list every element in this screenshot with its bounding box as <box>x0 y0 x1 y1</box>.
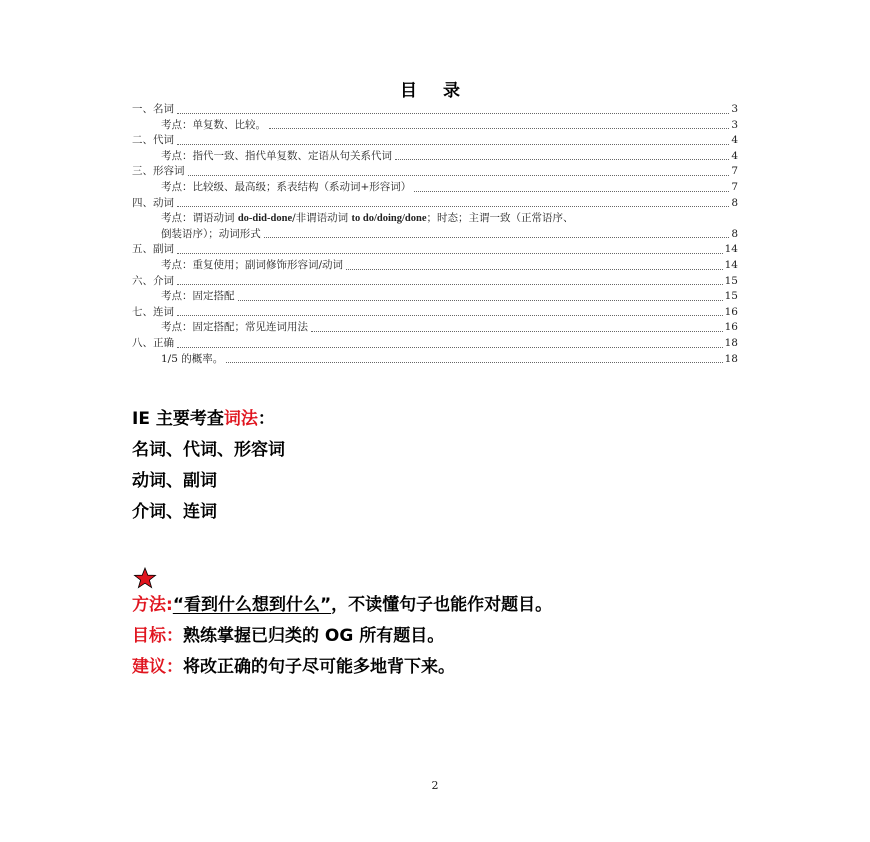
toc-text: /非谓语动词 <box>292 212 352 225</box>
toc-entry[interactable] <box>132 242 738 258</box>
toc-entry-page: 4 <box>731 149 738 162</box>
toc-entry-page: 18 <box>724 352 738 365</box>
toc-entry-page: 7 <box>731 180 738 193</box>
toc-entry-label: 考点：重复使用；副词修饰形容词/动词 <box>161 258 344 271</box>
toc-leader <box>177 347 723 348</box>
toc-entry-label: 考点：比较级、最高级；系表结构（系动词+形容词） <box>161 180 412 193</box>
toc-entry[interactable] <box>132 149 738 165</box>
toc-entry-page: 16 <box>724 305 738 318</box>
toc-entry-label: 四、动词 <box>132 196 174 209</box>
intro-prefix: IE 主要考查 <box>132 409 224 429</box>
toc-text: 考点：谓语动词 <box>161 212 238 225</box>
advice-label: 建议： <box>132 657 183 677</box>
toc-entry-page: 15 <box>724 274 738 287</box>
intro-line: 名词、代词、形容词 <box>132 440 285 460</box>
toc-entry-label-line2 <box>161 227 738 243</box>
toc-title: 目 录 <box>400 81 470 101</box>
toc-entry-page: 14 <box>724 258 738 271</box>
toc-entry[interactable] <box>132 180 738 196</box>
page-number: 2 <box>431 779 439 792</box>
toc-entry-page: 8 <box>731 227 738 240</box>
toc-entry[interactable] <box>132 352 738 368</box>
toc-entry-label: 六、介词 <box>132 274 174 287</box>
toc-entry[interactable] <box>132 102 738 118</box>
toc-leader <box>226 362 722 363</box>
toc-entry-page: 7 <box>731 165 738 178</box>
toc-entry[interactable] <box>132 196 738 212</box>
toc-leader <box>177 315 723 316</box>
toc-leader <box>269 128 729 129</box>
toc-entry-label: 一、名词 <box>132 103 174 115</box>
toc-leader <box>238 300 723 301</box>
goal-label: 目标： <box>132 626 183 646</box>
toc-leader <box>264 237 730 238</box>
toc-entry[interactable] <box>132 164 738 180</box>
toc-entry-page: 18 <box>724 336 738 349</box>
toc-leader <box>177 113 729 114</box>
advice-text: 将改正确的句子尽可能多地背下来。 <box>183 657 455 677</box>
toc-entry-label: 考点：单复数、比较。 <box>161 118 266 131</box>
toc-entry[interactable] <box>132 305 738 321</box>
toc-entry-label: 1/5 的概率。 <box>161 352 224 365</box>
toc-entry-page: 15 <box>724 290 738 303</box>
red-star-icon <box>133 567 157 589</box>
goal-text: 熟练掌握已归类的 OG 所有题目。 <box>183 626 445 646</box>
notes-section <box>132 590 552 683</box>
toc-entry-label-line1 <box>161 211 738 227</box>
toc-leader <box>177 144 729 145</box>
toc-text-bold: do-did-done <box>237 213 293 225</box>
method-label: 方法: <box>132 595 173 615</box>
toc-leader <box>346 269 723 270</box>
toc-entry-label: 七、连词 <box>132 305 174 318</box>
toc-entry[interactable] <box>132 258 738 274</box>
toc-entry-label: 考点：固定搭配 <box>161 290 235 303</box>
intro-heading <box>132 404 285 435</box>
toc-entry[interactable] <box>132 336 738 352</box>
toc-leader <box>177 284 723 285</box>
toc-leader <box>177 253 723 254</box>
toc-entry-page: 4 <box>731 134 738 147</box>
method-line <box>132 590 552 621</box>
toc-entry[interactable] <box>132 320 738 336</box>
toc-leader <box>188 175 730 176</box>
toc-entry-label: 八、正确 <box>132 336 174 349</box>
intro-highlight: 词法 <box>223 409 258 429</box>
method-text: ，不读懂句子也能作对题目。 <box>331 595 553 615</box>
toc-text: 倒装语序）；动词形式 <box>161 227 261 240</box>
intro-suffix: ： <box>257 409 275 429</box>
advice-line <box>132 652 552 683</box>
toc-leader <box>177 206 729 207</box>
toc-text-bold: to do/doing/done <box>351 213 427 225</box>
toc-entry-page: 16 <box>724 321 738 334</box>
goal-line <box>132 621 552 652</box>
intro-line: 介词、连词 <box>132 502 217 522</box>
toc-entry-page: 3 <box>731 103 738 115</box>
intro-section <box>132 404 285 528</box>
toc-leader <box>395 159 729 160</box>
toc-entry-label: 考点：指代一致、指代单复数、定语从句关系代词 <box>161 149 392 162</box>
toc-entry-label: 五、副词 <box>132 243 174 256</box>
method-quote: “看到什么想到什么” <box>172 595 332 615</box>
toc-entry[interactable] <box>132 118 738 134</box>
toc-entry[interactable] <box>132 211 738 242</box>
toc-entry-page: 14 <box>724 243 738 256</box>
intro-line: 动词、副词 <box>132 471 217 491</box>
toc-text: ；时态；主谓一致（正常语序、 <box>426 212 574 225</box>
toc-entry-page: 3 <box>731 118 738 131</box>
toc-entry[interactable] <box>132 274 738 290</box>
toc-entry-label: 考点：固定搭配；常见连词用法 <box>161 321 308 334</box>
toc-entry-page: 8 <box>731 196 738 209</box>
toc-entry-label: 二、代词 <box>132 134 174 147</box>
table-of-contents <box>132 102 738 367</box>
toc-leader <box>414 191 729 192</box>
toc-entry[interactable] <box>132 289 738 305</box>
toc-entry-label: 三、形容词 <box>132 165 185 178</box>
toc-entry[interactable] <box>132 133 738 149</box>
toc-leader <box>311 331 723 332</box>
